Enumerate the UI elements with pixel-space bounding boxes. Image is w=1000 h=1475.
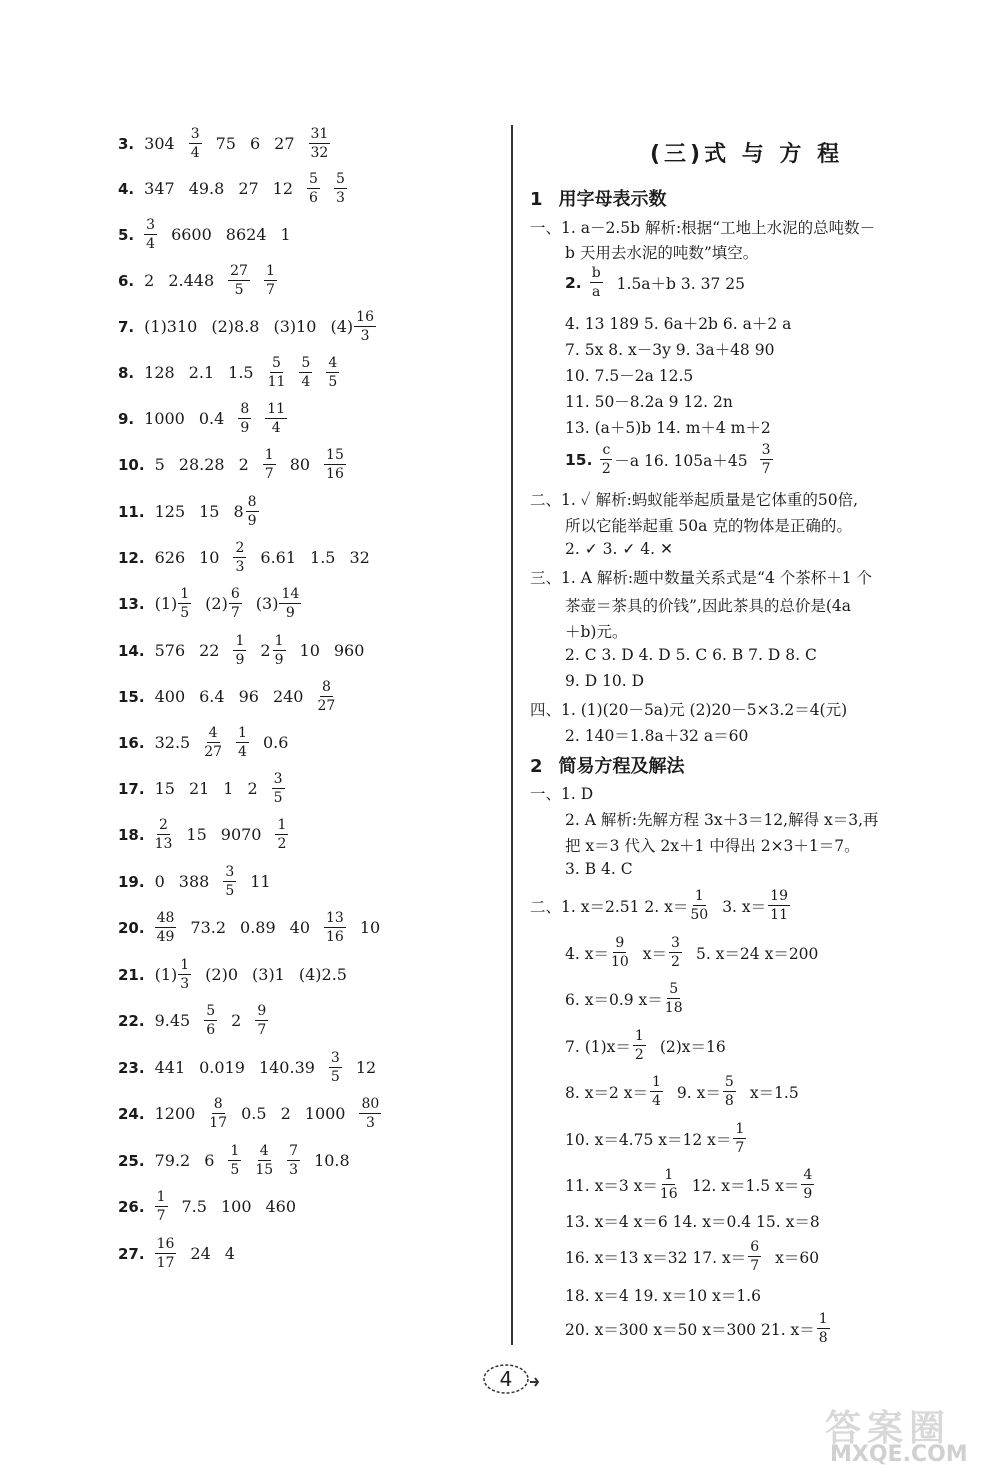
fraction: $\frac{1}{9}$ bbox=[235, 633, 245, 668]
answer-value: 28.28 bbox=[178, 455, 225, 474]
answer-row-25 bbox=[118, 1144, 364, 1177]
answer-line: 3. B 4. C bbox=[565, 860, 633, 878]
fraction: $\frac{5}{8}$ bbox=[724, 1074, 734, 1109]
answer-value: 80 bbox=[289, 455, 311, 474]
answer-value: 1.5 bbox=[228, 363, 254, 382]
answer-value: 27 bbox=[238, 179, 259, 198]
fraction: $\frac{11}{4}$ bbox=[267, 401, 286, 436]
fraction: $\frac{27}{5}$ bbox=[230, 263, 248, 298]
answer-row: 15. $\frac{c}{2}$ －a 16. 105a＋45 $\frac{3}{7}$ bbox=[565, 442, 771, 477]
section-heading-2: 2 简易方程及解法 bbox=[530, 756, 685, 777]
answer-value: 2 bbox=[247, 779, 258, 798]
question-number: 14. bbox=[118, 641, 145, 660]
fraction: $\frac{1}{2}$ bbox=[634, 1028, 644, 1063]
labeled-fraction: (1) $\frac{1}{3}$ bbox=[154, 957, 190, 992]
answer-row: 11. x＝3 x＝ $\frac{1}{16}$ 12. x＝1.5 x＝ $\frac{4}{9}$ bbox=[565, 1167, 813, 1202]
labeled-fraction: (1) $\frac{1}{5}$ bbox=[154, 586, 190, 621]
answer-value: 0.6 bbox=[262, 733, 289, 752]
labeled-fraction: (3) $\frac{14}{9}$ bbox=[255, 586, 300, 621]
watermark-logo: 答案圈 bbox=[825, 1408, 952, 1449]
fraction: $\frac{1}{8}$ bbox=[818, 1311, 828, 1346]
answer-line: 10. 7.5－2a 12.5 bbox=[565, 367, 694, 385]
answer-line: 9. D 10. D bbox=[565, 672, 645, 690]
answer-row-5 bbox=[118, 218, 305, 251]
chapter-title: (三)式 与 方 程 bbox=[650, 142, 844, 167]
answer-value: 388 bbox=[178, 872, 210, 891]
fraction: $\frac{4}{5}$ bbox=[328, 355, 338, 390]
answer-row: 20. x＝300 x＝50 x＝300 21. x＝ $\frac{1}{8}$ bbox=[565, 1311, 828, 1346]
fraction: $\frac{8}{27}$ bbox=[317, 679, 336, 714]
answer-row-24 bbox=[118, 1097, 395, 1130]
answer-value: 6 bbox=[249, 134, 261, 153]
fraction: $\frac{4}{27}$ bbox=[204, 725, 223, 760]
fraction: $\frac{5}{4}$ bbox=[301, 355, 311, 390]
answer-value: 304 bbox=[144, 134, 175, 153]
labeled-fraction: (4) $\frac{16}{3}$ bbox=[330, 309, 374, 344]
fraction: $\frac{5}{11}$ bbox=[267, 355, 286, 390]
answer-row: 6. x＝0.9 x＝ $\frac{5}{18}$ bbox=[565, 981, 683, 1016]
watermark-url: MXQE.COM bbox=[830, 1442, 968, 1467]
answer-line: 7. 5x 8. x－3y 9. 3a＋48 90 bbox=[565, 341, 775, 359]
answer-value: 1200 bbox=[154, 1104, 196, 1123]
answer-row: 2. $\frac{b}{a}$ 1.5a＋b 3. 37 25 bbox=[565, 265, 745, 300]
answer-value: 2 bbox=[231, 1011, 242, 1030]
fraction: $\frac{80}{3}$ bbox=[361, 1096, 380, 1131]
question-number: 16. bbox=[118, 733, 145, 752]
answer-value: 4 bbox=[224, 1244, 235, 1263]
fraction: $\frac{3}{4}$ bbox=[190, 126, 200, 161]
fraction: $\frac{8}{17}$ bbox=[209, 1096, 228, 1131]
answer-value: 1 bbox=[223, 779, 234, 798]
answer-value: 6.61 bbox=[260, 548, 297, 567]
question-number: 8. bbox=[118, 363, 135, 382]
fraction: $\frac{2}{13}$ bbox=[154, 817, 173, 852]
answer-row-12 bbox=[118, 541, 384, 574]
answer-line: 二、1. ✓ 解析:蚂蚁能举起质量是它体重的50倍, bbox=[530, 491, 859, 509]
answer-row-9 bbox=[118, 402, 301, 435]
answer-value: 21 bbox=[188, 779, 210, 798]
answer-value: (2)8.8 bbox=[211, 317, 260, 336]
answer-line: 2. ✓ 3. ✓ 4. ✕ bbox=[565, 540, 673, 558]
fraction: $\frac{1}{7}$ bbox=[735, 1121, 745, 1156]
answer-value: 2.448 bbox=[168, 271, 215, 290]
section-heading-1: 1 用字母表示数 bbox=[530, 189, 667, 210]
fraction: $\frac{b}{a}$ bbox=[591, 265, 601, 300]
answer-value: 140.39 bbox=[258, 1058, 315, 1077]
answer-line: 四、1. (1)(20－5a)元 (2)20－5×3.2＝4(元) bbox=[530, 701, 848, 719]
fraction: $\frac{19}{11}$ bbox=[770, 888, 788, 923]
answer-value: 626 bbox=[154, 548, 186, 567]
answer-line: 把 x＝3 代入 2x＋1 中得出 2×3＋1＝7。 bbox=[565, 837, 860, 855]
fraction: $\frac{9}{7}$ bbox=[257, 1003, 267, 1038]
question-number: 15. bbox=[118, 687, 145, 706]
answer-value: 15 bbox=[199, 502, 220, 521]
answer-value: 24 bbox=[190, 1244, 211, 1263]
answer-value: 1.5 bbox=[310, 548, 336, 567]
fraction: $\frac{3}{5}$ bbox=[273, 771, 283, 806]
question-number: 22. bbox=[118, 1011, 145, 1030]
fraction: $\frac{1}{2}$ bbox=[277, 817, 287, 852]
answer-line: 2. 140＝1.8a＋32 a＝60 bbox=[565, 727, 749, 745]
answer-value: 6600 bbox=[171, 225, 212, 244]
question-number: 18. bbox=[118, 825, 145, 844]
answer-row-14 bbox=[118, 634, 378, 667]
answer-row-13 bbox=[118, 587, 315, 620]
answer-value: 22 bbox=[199, 641, 220, 660]
answer-value: 2 bbox=[238, 455, 249, 474]
fraction: $\frac{1}{4}$ bbox=[652, 1074, 661, 1109]
answer-value: 2 bbox=[144, 271, 155, 290]
answer-value: (2)0 bbox=[205, 965, 239, 984]
answer-value: 1000 bbox=[144, 409, 185, 428]
answer-row-7 bbox=[118, 310, 390, 343]
question-number: 3. bbox=[118, 134, 135, 153]
answer-value: 12 bbox=[272, 179, 294, 198]
answer-value: 10 bbox=[299, 641, 320, 660]
answer-value: (1)310 bbox=[144, 317, 198, 336]
fraction: $\frac{8}{9}$ bbox=[240, 401, 250, 436]
fraction: $\frac{9}{10}$ bbox=[610, 935, 629, 970]
answer-row-18 bbox=[118, 818, 302, 851]
answer-line: b 天用去水泥的吨数”填空。 bbox=[565, 244, 759, 262]
answer-row-27 bbox=[118, 1237, 249, 1270]
answer-row-22 bbox=[118, 1004, 282, 1037]
answer-value: 9070 bbox=[220, 825, 262, 844]
answer-value: 441 bbox=[154, 1058, 186, 1077]
answer-value: 32.5 bbox=[154, 733, 191, 752]
answer-value: 27 bbox=[274, 134, 295, 153]
answer-value: 12 bbox=[355, 1058, 377, 1077]
fraction: $\frac{16}{17}$ bbox=[156, 1236, 175, 1271]
answer-value: 128 bbox=[144, 363, 175, 382]
question-number: 4. bbox=[118, 179, 135, 198]
answer-value: (3)10 bbox=[273, 317, 317, 336]
fraction: $\frac{3}{7}$ bbox=[761, 442, 771, 477]
question-number: 27. bbox=[118, 1244, 145, 1263]
answer-value: 8624 bbox=[225, 225, 267, 244]
fraction: $\frac{1}{5}$ bbox=[230, 1143, 240, 1178]
answer-value: 0.019 bbox=[199, 1058, 245, 1077]
question-number: 21. bbox=[118, 965, 145, 984]
answer-value: 2.1 bbox=[188, 363, 215, 382]
answer-value: 1 bbox=[280, 225, 291, 244]
question-number: 24. bbox=[118, 1104, 145, 1123]
answer-value: 11 bbox=[250, 872, 271, 891]
answer-value: 32 bbox=[349, 548, 370, 567]
answer-line: 11. 50－8.2a 9 12. 2n bbox=[565, 393, 733, 411]
question-number: 6. bbox=[118, 271, 135, 290]
question-number: 9. bbox=[118, 409, 135, 428]
answer-row: 8. x＝2 x＝ $\frac{1}{4}$ 9. x＝ $\frac{5}{8}$ x＝1.5 bbox=[565, 1074, 799, 1109]
answer-value: 0.89 bbox=[240, 918, 276, 937]
column-divider bbox=[511, 125, 513, 1345]
answer-value: 460 bbox=[265, 1197, 297, 1216]
fraction: $\frac{1}{7}$ bbox=[265, 263, 275, 298]
fraction: $\frac{2}{3}$ bbox=[235, 540, 245, 575]
answer-value: 1000 bbox=[304, 1104, 346, 1123]
answer-line: 茶壶＝茶具的价钱”,因此茶具的总价是(4a bbox=[565, 597, 852, 615]
answer-row: 10. x＝4.75 x＝12 x＝ $\frac{1}{7}$ bbox=[565, 1121, 745, 1156]
answer-value: 79.2 bbox=[154, 1151, 191, 1170]
answer-value: 960 bbox=[333, 641, 365, 660]
fraction: $\frac{5}{6}$ bbox=[309, 171, 318, 206]
answer-value: 73.2 bbox=[190, 918, 227, 937]
fraction: $\frac{6}{7}$ bbox=[750, 1239, 760, 1274]
answer-row: 二、1. x＝2.51 2. x＝ $\frac{1}{50}$ 3. x＝ $\frac{19}{11}$ bbox=[530, 888, 788, 923]
answer-line: ＋b)元。 bbox=[565, 623, 628, 641]
answer-row-11 bbox=[118, 495, 273, 528]
answer-value: 6.4 bbox=[199, 687, 225, 706]
answer-value: 15 bbox=[154, 779, 175, 798]
mixed-number: 2 $\frac{1}{9}$ bbox=[260, 633, 284, 668]
fraction: $\frac{31}{32}$ bbox=[310, 126, 329, 161]
fraction: $\frac{13}{16}$ bbox=[326, 910, 344, 945]
answer-value: 7.5 bbox=[181, 1197, 207, 1216]
answer-row-8 bbox=[118, 356, 353, 389]
answer-value: 2 bbox=[280, 1104, 291, 1123]
fraction: $\frac{5}{3}$ bbox=[335, 171, 345, 206]
answer-value: 576 bbox=[154, 641, 186, 660]
answer-value: 9.45 bbox=[154, 1011, 191, 1030]
answer-row-6 bbox=[118, 264, 291, 297]
answer-line: 一、1. a－2.5b 解析:根据“工地上水泥的总吨数－ bbox=[530, 219, 876, 237]
fraction: $\frac{3}{4}$ bbox=[146, 217, 156, 252]
question-number: 13. bbox=[118, 594, 145, 613]
answer-value: 5 bbox=[154, 455, 165, 474]
answer-row-21 bbox=[118, 958, 361, 991]
answer-line: 13. (a＋5)b 14. m＋4 m＋2 bbox=[565, 419, 771, 437]
answer-line: 三、1. A 解析:题中数量关系式是“4 个茶杯＋1 个 bbox=[530, 569, 873, 587]
fraction: $\frac{1}{4}$ bbox=[238, 725, 247, 760]
labeled-fraction: (2) $\frac{6}{7}$ bbox=[205, 586, 240, 621]
fraction: $\frac{c}{2}$ bbox=[601, 442, 611, 477]
fraction: $\frac{1}{7}$ bbox=[264, 447, 274, 482]
answer-value: 10 bbox=[359, 918, 381, 937]
answer-value: 40 bbox=[289, 918, 311, 937]
fraction: $\frac{5}{6}$ bbox=[206, 1003, 216, 1038]
answer-value: 400 bbox=[154, 687, 186, 706]
question-number: 26. bbox=[118, 1197, 145, 1216]
answer-line: 4. 13 189 5. 6a＋2b 6. a＋2 a bbox=[565, 315, 792, 333]
page-number: 4 bbox=[499, 1367, 513, 1391]
question-number: 25. bbox=[118, 1151, 145, 1170]
answer-value: 49.8 bbox=[188, 179, 225, 198]
question-number: 23. bbox=[118, 1058, 145, 1077]
fraction: $\frac{1}{7}$ bbox=[156, 1189, 166, 1224]
answer-value: 125 bbox=[154, 502, 186, 521]
answer-value: (3)1 bbox=[252, 965, 285, 984]
answer-value: 10 bbox=[199, 548, 220, 567]
answer-row: 4. x＝ $\frac{9}{10}$ x＝ $\frac{3}{2}$ 5. x＝24 x＝200 bbox=[565, 935, 819, 970]
fraction: $\frac{5}{18}$ bbox=[664, 981, 683, 1016]
answer-value: 6 bbox=[204, 1151, 215, 1170]
answer-row-17 bbox=[118, 772, 299, 805]
answer-value: (4)2.5 bbox=[298, 965, 347, 984]
answer-line: 一、1. D bbox=[530, 785, 594, 803]
question-number: 11. bbox=[118, 502, 145, 521]
mixed-number: 8 $\frac{8}{9}$ bbox=[233, 494, 257, 529]
answer-value: 75 bbox=[215, 134, 236, 153]
question-number: 12. bbox=[118, 548, 145, 567]
answer-line: 13. x＝4 x＝6 14. x＝0.4 15. x＝8 bbox=[565, 1213, 820, 1231]
answer-row-10 bbox=[118, 448, 360, 481]
answer-value: 0.4 bbox=[198, 409, 225, 428]
answer-value: 96 bbox=[238, 687, 259, 706]
answer-line: 2. A 解析:先解方程 3x＋3＝12,解得 x＝3,再 bbox=[565, 811, 879, 829]
answer-value: 0 bbox=[154, 872, 165, 891]
answer-line: 18. x＝4 19. x＝10 x＝1.6 bbox=[565, 1287, 761, 1305]
question-number: 5. bbox=[118, 225, 135, 244]
fraction: $\frac{7}{3}$ bbox=[289, 1143, 299, 1178]
answer-value: 100 bbox=[220, 1197, 252, 1216]
fraction: $\frac{15}{16}$ bbox=[326, 447, 344, 482]
fraction: $\frac{3}{2}$ bbox=[671, 935, 680, 970]
question-number: 20. bbox=[118, 918, 145, 937]
answer-value: 0.5 bbox=[241, 1104, 267, 1123]
answer-row-26 bbox=[118, 1190, 310, 1223]
answer-row-19 bbox=[118, 865, 285, 898]
answer-row-16 bbox=[118, 726, 302, 759]
fraction: $\frac{4}{15}$ bbox=[255, 1143, 274, 1178]
fraction: $\frac{3}{5}$ bbox=[225, 864, 235, 899]
fraction: $\frac{48}{49}$ bbox=[156, 910, 175, 945]
question-number: 10. bbox=[118, 455, 145, 474]
answer-value: 10.8 bbox=[314, 1151, 350, 1170]
answer-value: 347 bbox=[144, 179, 175, 198]
fraction: $\frac{4}{9}$ bbox=[803, 1167, 813, 1202]
answer-line: 所以它能举起重 50a 克的物体是正确的。 bbox=[565, 517, 852, 535]
fraction: $\frac{3}{5}$ bbox=[330, 1050, 340, 1085]
question-number: 7. bbox=[118, 317, 135, 336]
fraction: $\frac{1}{50}$ bbox=[690, 888, 709, 923]
answer-row-20 bbox=[118, 911, 394, 944]
answer-line: 2. C 3. D 4. D 5. C 6. B 7. D 8. C bbox=[565, 646, 817, 664]
answer-value: 15 bbox=[186, 825, 207, 844]
answer-row-15 bbox=[118, 680, 349, 713]
answer-row-4 bbox=[118, 172, 361, 205]
answer-row-23 bbox=[118, 1051, 390, 1084]
question-number: 19. bbox=[118, 872, 145, 891]
question-number: 17. bbox=[118, 779, 145, 798]
answer-row: 16. x＝13 x＝32 17. x＝ $\frac{6}{7}$ x＝60 bbox=[565, 1239, 820, 1274]
page-number-badge bbox=[480, 1360, 540, 1398]
answer-value: 240 bbox=[272, 687, 304, 706]
fraction: $\frac{1}{16}$ bbox=[659, 1167, 678, 1202]
answer-row-3 bbox=[118, 127, 344, 160]
answer-row: 7. (1)x＝ $\frac{1}{2}$ (2)x＝16 bbox=[565, 1028, 726, 1063]
